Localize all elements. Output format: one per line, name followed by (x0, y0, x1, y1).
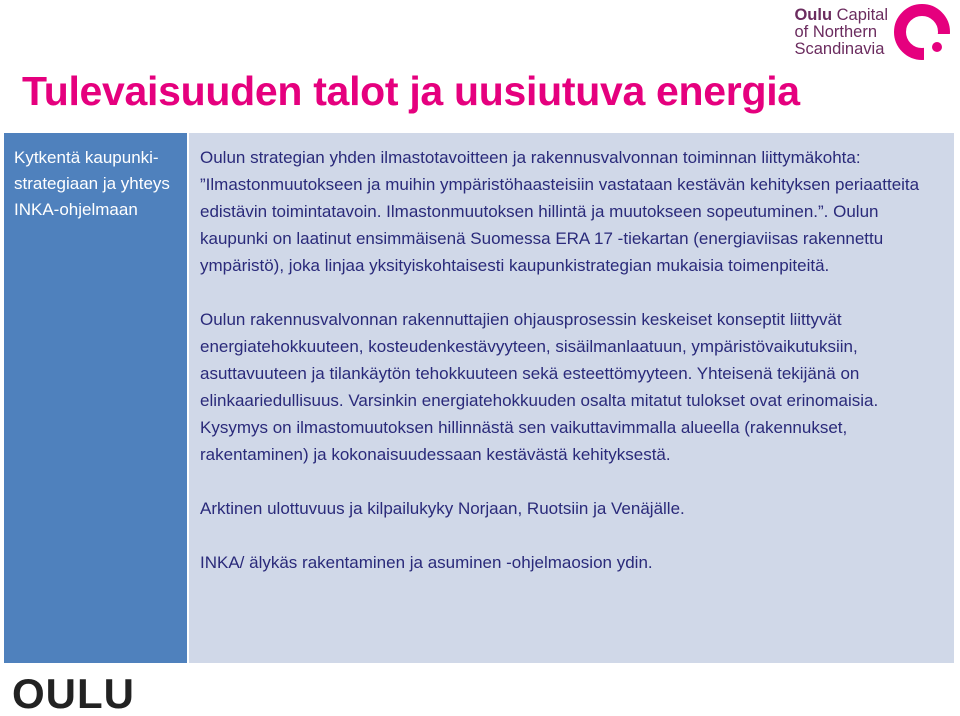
left-label: Kytkentä kaupunki-strategiaan ja yhteys INKA-ohjelmaan (14, 148, 170, 219)
brand-line1-bold: Oulu (794, 6, 833, 24)
content-table (4, 133, 954, 663)
paragraph-arctic: Arktinen ulottuvuus ja kilpailukyky Norjaan, Ruotsiin ja Venäjälle. (200, 499, 685, 518)
page-title: Tulevaisuuden talot ja uusiutuva energia (22, 68, 800, 114)
right-content-cell (189, 133, 954, 663)
brand-line3: Scandinavia (794, 40, 885, 58)
oulu-footer-logo: OULU (12, 670, 135, 716)
brand-logo (794, 4, 950, 60)
oulu-c-mark-icon (894, 4, 950, 60)
brand-line2: of Northern (794, 23, 878, 41)
paragraph-inka: INKA/ älykäs rakentaminen ja asuminen -ohjelmaosion ydin. (200, 553, 653, 572)
left-label-cell (4, 133, 189, 663)
brand-text (794, 7, 888, 58)
paragraph-concepts: Oulun rakennusvalvonnan rakennuttajien ohjausprosessin keskeiset konseptit liittyvät energiatehokkuuteen, kosteudenkestävyyteen, sisäilmanlaatuun, ympäristövaikutuksiin, asuttavuuteen ja tilankäytön tehokkuuteen sekä esteettömyyteen. Yhteisenä tekijänä on elinkaariedullisuus. Varsinkin energiatehokkuuden osalta mitatut tulokset ovat erinomaisia. Kysymys on ilmastomuutoksen hillinnästä sen vaikuttavimmalla alueella (rakennukset, rakentaminen) ja kokonaisuudessaan kestävästä kehityksestä. (200, 310, 879, 464)
brand-line1-rest: Capital (832, 6, 888, 24)
paragraph-strategy: Oulun strategian yhden ilmastotavoitteen ja rakennusvalvonnan toiminnan liittymäkohta: ”Ilmastonmuutokseen ja muihin ympäristöhaasteisiin vastataan kestävän kehityksen periaatteita edistävin toimintatavoin. Ilmastonmuutoksen hillintä ja muutokseen sopeutuminen.”. Oulun kaupunki on laatinut ensimmäisenä Suomessa ERA 17 -tiekartan (energiaviisas rakennettu ympäristö), joka linjaa yksityiskohtaisesti kaupunkistrategian mukaisia toimenpiteitä. (200, 148, 920, 275)
